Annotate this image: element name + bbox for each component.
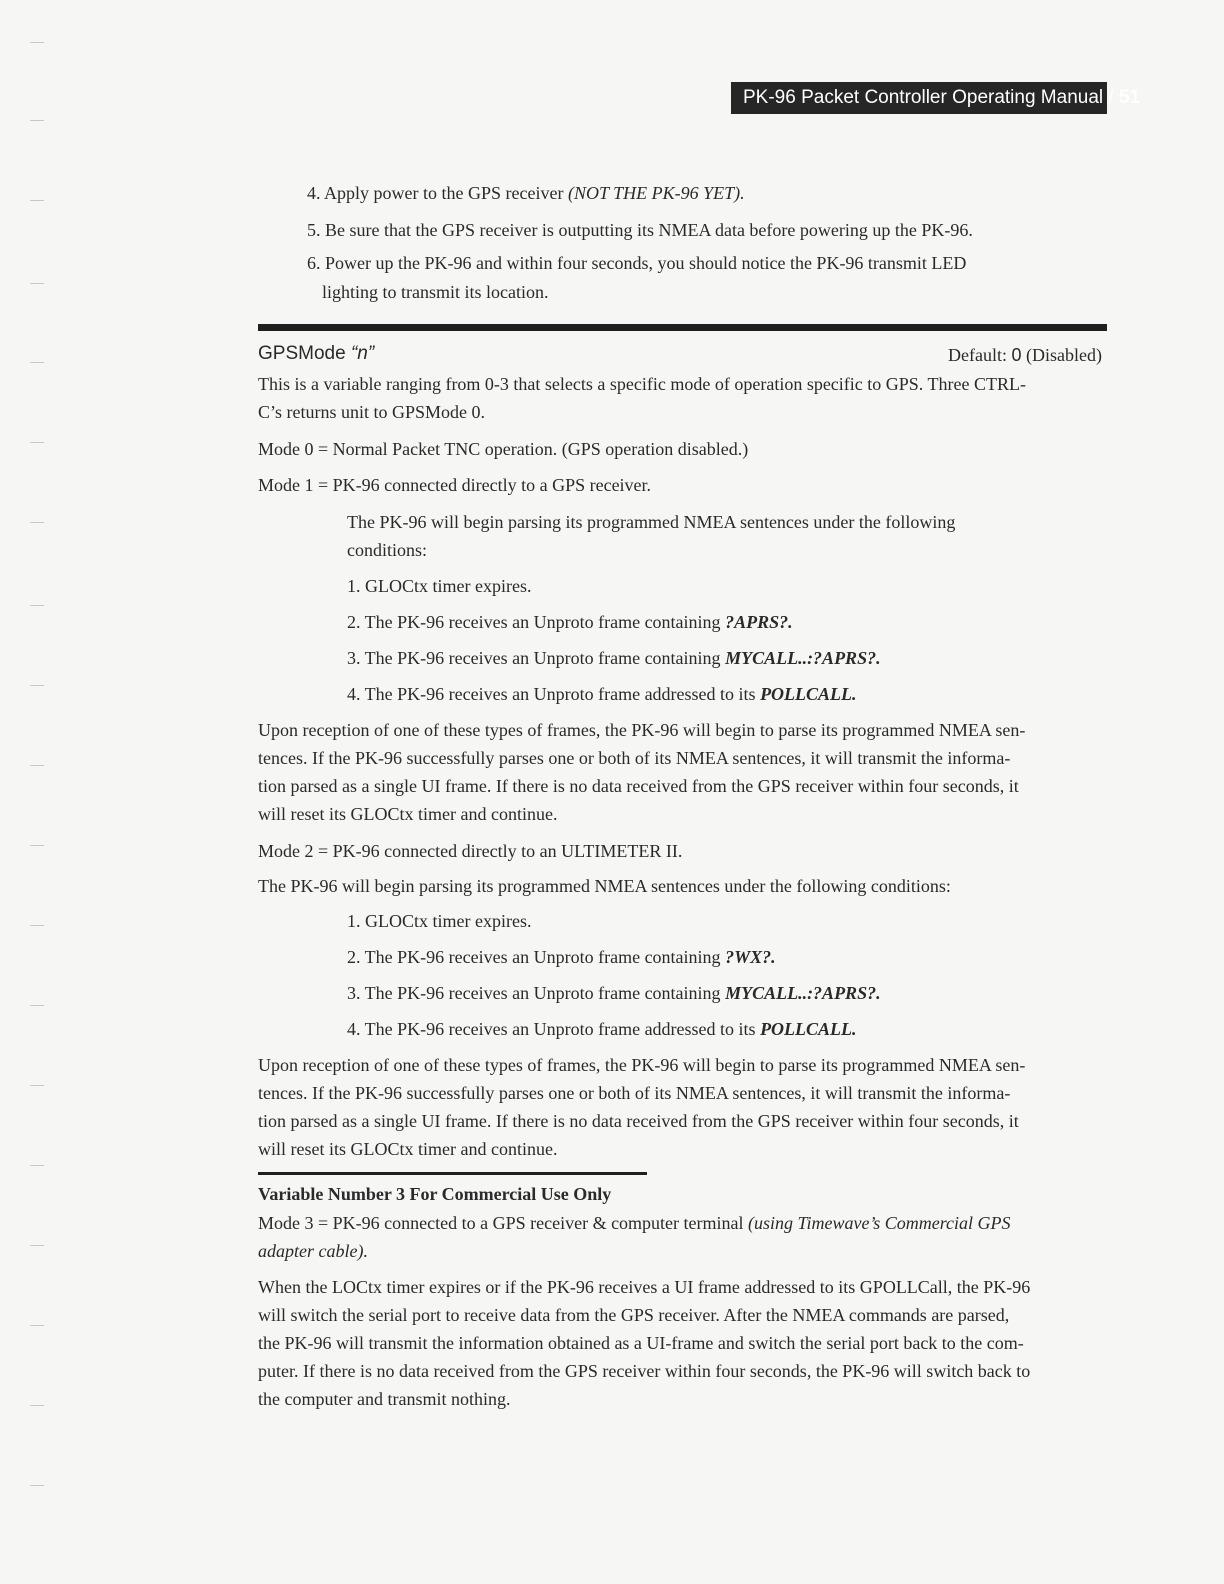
mode-2-condition-3: 3. The PK-96 receives an Unproto frame containing MYCALL..:?APRS?.: [347, 983, 881, 1003]
mode-2-title: Mode 2 = PK-96 connected directly to an ULTIMETER II.: [258, 841, 683, 861]
subsection-divider: [258, 1172, 647, 1175]
mode-2-condition-4: 4. The PK-96 receives an Unproto frame addressed to its POLLCALL.: [347, 1019, 857, 1039]
mode-3-body-line: will switch the serial port to receive data from the GPS receiver. After the NMEA commands are parsed,: [258, 1305, 1010, 1325]
mode-1-result-line: Upon reception of one of these types of frames, the PK-96 will begin to parse its programmed NMEA sen-: [258, 720, 1026, 740]
mode-1-intro-line-1: The PK-96 will begin parsing its programmed NMEA sentences under the following: [347, 512, 956, 532]
mode-3-body-line: When the LOCtx timer expires or if the PK-96 receives a UI frame addressed to its GPOLLCall, the PK-96: [258, 1277, 1031, 1297]
mode-3-title-line-2: adapter cable).: [258, 1241, 368, 1261]
section-divider: [258, 324, 1107, 331]
intro-line-2: C’s returns unit to GPSMode 0.: [258, 402, 486, 422]
mode-0: Mode 0 = Normal Packet TNC operation. (GPS operation disabled.): [258, 439, 749, 459]
command-default: Default: 0 (Disabled): [948, 345, 1102, 365]
mode-3-title-line-1: Mode 3 = PK-96 connected to a GPS receiver & computer terminal (using Timewave’s Commercial GPS: [258, 1213, 1011, 1233]
mode-1-intro-line-2: conditions:: [347, 540, 427, 560]
mode-2-intro: The PK-96 will begin parsing its programmed NMEA sentences under the following conditions:: [258, 876, 951, 896]
command-title: [258, 341, 374, 367]
step-4: 4. Apply power to the GPS receiver (NOT THE PK-96 YET).: [307, 183, 745, 203]
default-value: 0: [1011, 345, 1022, 365]
mode-3-body-line: the computer and transmit nothing.: [258, 1389, 511, 1409]
mode-2-condition-2: 2. The PK-96 receives an Unproto frame containing ?WX?.: [347, 947, 776, 967]
step-5: 5. Be sure that the GPS receiver is outputting its NMEA data before powering up the PK-96.: [307, 220, 973, 240]
step-4-note: (NOT THE PK-96 YET).: [567, 183, 745, 203]
mode-1-condition-1: 1. GLOCtx timer expires.: [347, 576, 532, 596]
mode-3-body-line: the PK-96 will transmit the information obtained as a UI-frame and switch the serial port back to the com-: [258, 1333, 1024, 1353]
mode-2-result-line: tion parsed as a single UI frame. If there is no data received from the GPS receiver within four seconds, it: [258, 1111, 1019, 1131]
mode-2-result-line: tences. If the PK-96 successfully parses one or both of its NMEA sentences, it will transmit the informa-: [258, 1083, 1011, 1103]
mode-2-result-line: will reset its GLOCtx timer and continue.: [258, 1139, 558, 1159]
page-number: 51: [1118, 87, 1141, 108]
command-name: GPSMode: [258, 343, 351, 364]
step-6-line-2: lighting to transmit its location.: [322, 282, 549, 302]
mode-2-result-line: Upon reception of one of these types of frames, the PK-96 will begin to parse its programmed NMEA sen-: [258, 1055, 1026, 1075]
mode-1-result-line: tion parsed as a single UI frame. If there is no data received from the GPS receiver within four seconds, it: [258, 776, 1019, 796]
header-title: PK-96 Packet Controller Operating Manual /: [743, 87, 1119, 108]
mode-1-title: Mode 1 = PK-96 connected directly to a GPS receiver.: [258, 475, 652, 495]
step-6-line-1: 6. Power up the PK-96 and within four seconds, you should notice the PK-96 transmit LED: [307, 253, 967, 273]
mode-1-result-line: tences. If the PK-96 successfully parses one or both of its NMEA sentences, it will transmit the informa-: [258, 748, 1011, 768]
mode-1-condition-3: 3. The PK-96 receives an Unproto frame containing MYCALL..:?APRS?.: [347, 648, 881, 668]
command-param: “n”: [350, 343, 375, 364]
mode-1-condition-2: 2. The PK-96 receives an Unproto frame containing ?APRS?.: [347, 612, 793, 632]
running-header: [731, 82, 1141, 114]
intro-line-1: This is a variable ranging from 0-3 that selects a specific mode of operation specific to GPS. Three CTRL-: [258, 374, 1026, 394]
mode-1-condition-4: 4. The PK-96 receives an Unproto frame addressed to its POLLCALL.: [347, 684, 857, 704]
mode-1-result-line: will reset its GLOCtx timer and continue.: [258, 804, 558, 824]
mode-2-condition-1: 1. GLOCtx timer expires.: [347, 911, 532, 931]
mode-3-body-line: puter. If there is no data received from the GPS receiver within four seconds, the PK-96 will switch back to: [258, 1361, 1031, 1381]
mode-3-heading: Variable Number 3 For Commercial Use Only: [258, 1184, 612, 1204]
